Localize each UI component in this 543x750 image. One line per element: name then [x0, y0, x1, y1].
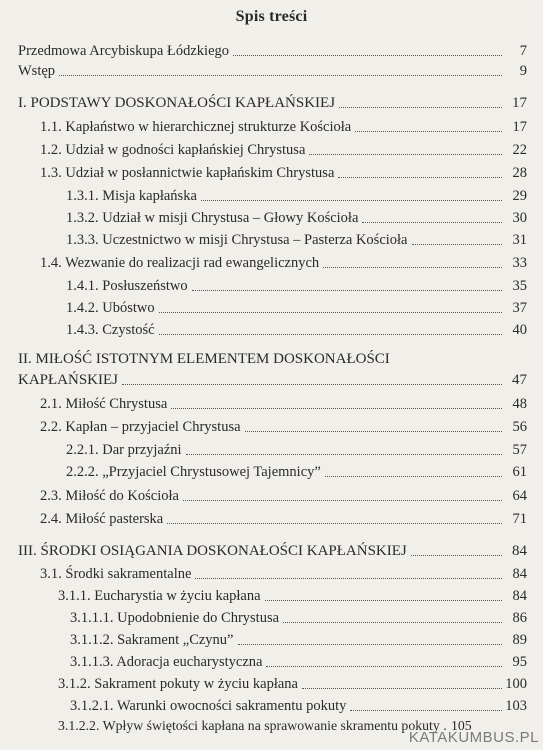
entry-page: 7 [519, 43, 527, 59]
leader-dots [233, 55, 502, 56]
toc-entry-3-1-1-1 [70, 607, 527, 627]
entry-page: 57 [512, 442, 527, 458]
leader-dots [362, 222, 502, 223]
entry-page: 47 [512, 372, 527, 388]
entry-page: 37 [512, 300, 527, 316]
entry-text: 3.1.1. Eucharystia w życiu kapłana [58, 588, 261, 604]
watermark: KATAKUMBUS.PL [408, 729, 539, 746]
entry-page: 30 [512, 210, 527, 226]
entry-text: 3.1.1.1. Upodobnienie do Chrystusa [70, 610, 280, 626]
page-title: Spis treści [235, 8, 308, 25]
entry-page: 22 [512, 142, 527, 158]
leader-dots [412, 244, 503, 245]
toc-entry-3-1-2 [58, 673, 527, 693]
toc-entry-1-4-2 [66, 297, 527, 317]
entry-text: 1.2. Udział w godności kapłańskiej Chrystusa [40, 142, 306, 158]
entry-page: 56 [512, 419, 527, 435]
leader-dots [192, 290, 502, 291]
entry-text: 3.1.2.2. Wpływ świętości kapłana na sprawowanie skramentu pokuty . [58, 718, 447, 733]
toc-part-2 [18, 369, 527, 389]
entry-text: 3.1.1.2. Sakrament „Czynu” [70, 632, 234, 648]
entry-page: 35 [512, 278, 527, 294]
entry-text: 1.4.3. Czystość [66, 322, 155, 338]
entry-text: 2.2.1. Dar przyjaźni [66, 442, 182, 458]
toc-part-2-line-1: II. MIŁOŚĆ ISTOTNYM ELEMENTEM DOSKONAŁOŚCI [18, 351, 390, 367]
toc-entry-3-1-1-2 [70, 629, 527, 649]
entry-text: KAPŁAŃSKIEJ [18, 372, 119, 388]
entry-text: 1.3. Udział w posłannictwie kapłańskim Chrystusa [40, 165, 335, 181]
entry-page: 28 [512, 165, 527, 181]
leader-dots [309, 154, 502, 155]
toc-part-3 [18, 540, 527, 560]
toc-entry-introduction [18, 60, 527, 80]
toc-entry-2-3 [40, 485, 527, 505]
entry-text: 2.2.2. „Przyjaciel Chrystusowej Tajemnicy” [66, 464, 321, 480]
leader-dots [195, 578, 502, 579]
toc-entry-1-1 [40, 116, 527, 136]
toc-entry-1-2 [40, 139, 527, 159]
entry-page: 40 [512, 322, 527, 338]
entry-text: 3.1.1.3. Adoracja eucharystyczna [70, 654, 263, 670]
leader-dots [302, 688, 502, 689]
entry-page: 86 [512, 610, 527, 626]
entry-text: 1.1. Kapłaństwo w hierarchicznej strukturze Kościoła [40, 119, 352, 135]
entry-page: 84 [512, 588, 527, 604]
entry-text: 2.4. Miłość pasterska [40, 511, 164, 527]
leader-dots [283, 622, 502, 623]
toc-entry-3-1 [40, 563, 527, 583]
entry-page: 103 [505, 698, 527, 714]
entry-text: 2.3. Miłość do Kościoła [40, 488, 179, 504]
leader-dots [201, 200, 502, 201]
toc-part-1 [18, 92, 527, 112]
leader-dots [338, 177, 502, 178]
leader-dots [339, 107, 502, 108]
entry-text: 1.3.3. Uczestnictwo w misji Chrystusa – Pasterza Kościoła [66, 232, 408, 248]
entry-text: 1.4.2. Ubóstwo [66, 300, 155, 316]
entry-text: I. PODSTAWY DOSKONAŁOŚCI KAPŁAŃSKIEJ [18, 95, 336, 111]
toc-entry-preface [18, 40, 527, 60]
entry-page: 48 [512, 396, 527, 412]
entry-text: 3.1.2.1. Warunki owocności sakramentu pokuty [70, 698, 347, 714]
leader-dots [122, 384, 502, 385]
entry-page: 71 [512, 511, 527, 527]
entry-text: 1.3.1. Misja kapłańska [66, 188, 197, 204]
leader-dots [159, 312, 502, 313]
leader-dots [186, 454, 502, 455]
leader-dots [350, 710, 502, 711]
leader-dots [59, 75, 502, 76]
leader-dots [265, 600, 502, 601]
toc-entry-3-1-2-1 [70, 695, 527, 715]
leader-dots [355, 131, 502, 132]
entry-text: III. ŚRODKI OSIĄGANIA DOSKONAŁOŚCI KAPŁAŃSKIEJ [18, 543, 407, 559]
leader-dots [325, 476, 502, 477]
entry-text: Wstęp [18, 63, 56, 79]
entry-text: 1.4. Wezwanie do realizacji rad ewangelicznych [40, 255, 320, 271]
leader-dots [167, 523, 502, 524]
toc-entry-1-3-3 [66, 229, 527, 249]
leader-dots [411, 555, 502, 556]
entry-page: 61 [512, 464, 527, 480]
entry-text: 3.1. Środki sakramentalne [40, 566, 192, 582]
entry-page: 84 [512, 543, 527, 559]
toc-entry-1-4 [40, 252, 527, 272]
entry-page: 95 [512, 654, 527, 670]
entry-page: 84 [512, 566, 527, 582]
toc-entry-1-3 [40, 162, 527, 182]
entry-text: 1.4.1. Posłuszeństwo [66, 278, 188, 294]
entry-text: 2.2. Kapłan – przyjaciel Chrystusa [40, 419, 241, 435]
leader-dots [266, 666, 502, 667]
entry-page: 9 [519, 63, 527, 79]
toc-entry-3-1-1 [58, 585, 527, 605]
entry-page: 89 [512, 632, 527, 648]
entry-page: 100 [505, 676, 527, 692]
entry-text: 2.1. Miłość Chrystusa [40, 396, 168, 412]
toc-entry-1-4-3 [66, 319, 527, 339]
toc-entry-2-2 [40, 416, 527, 436]
entry-text: 1.3.2. Udział w misji Chrystusa – Głowy Kościoła [66, 210, 359, 226]
leader-dots [159, 334, 502, 335]
entry-page: 33 [512, 255, 527, 271]
leader-dots [323, 267, 502, 268]
toc-entry-2-1 [40, 393, 527, 413]
toc-entry-1-3-2 [66, 207, 527, 227]
entry-page: 29 [512, 188, 527, 204]
entry-page: 64 [512, 488, 527, 504]
toc-entry-2-4 [40, 508, 527, 528]
entry-text: Przedmowa Arcybiskupa Łódzkiego [18, 43, 230, 59]
toc-entry-2-2-2 [66, 461, 527, 481]
toc-entry-2-2-1 [66, 439, 527, 459]
leader-dots [171, 408, 502, 409]
toc-entry-1-4-1 [66, 275, 527, 295]
entry-text: 3.1.2. Sakrament pokuty w życiu kapłana [58, 676, 298, 692]
leader-dots [183, 500, 502, 501]
entry-page: 105 [450, 718, 472, 733]
toc-entry-1-3-1 [66, 185, 527, 205]
toc-entry-3-1-1-3 [70, 651, 527, 671]
leader-dots [245, 431, 502, 432]
entry-page: 31 [512, 232, 527, 248]
entry-page: 17 [512, 119, 527, 135]
entry-page: 17 [512, 95, 527, 111]
leader-dots [238, 644, 503, 645]
